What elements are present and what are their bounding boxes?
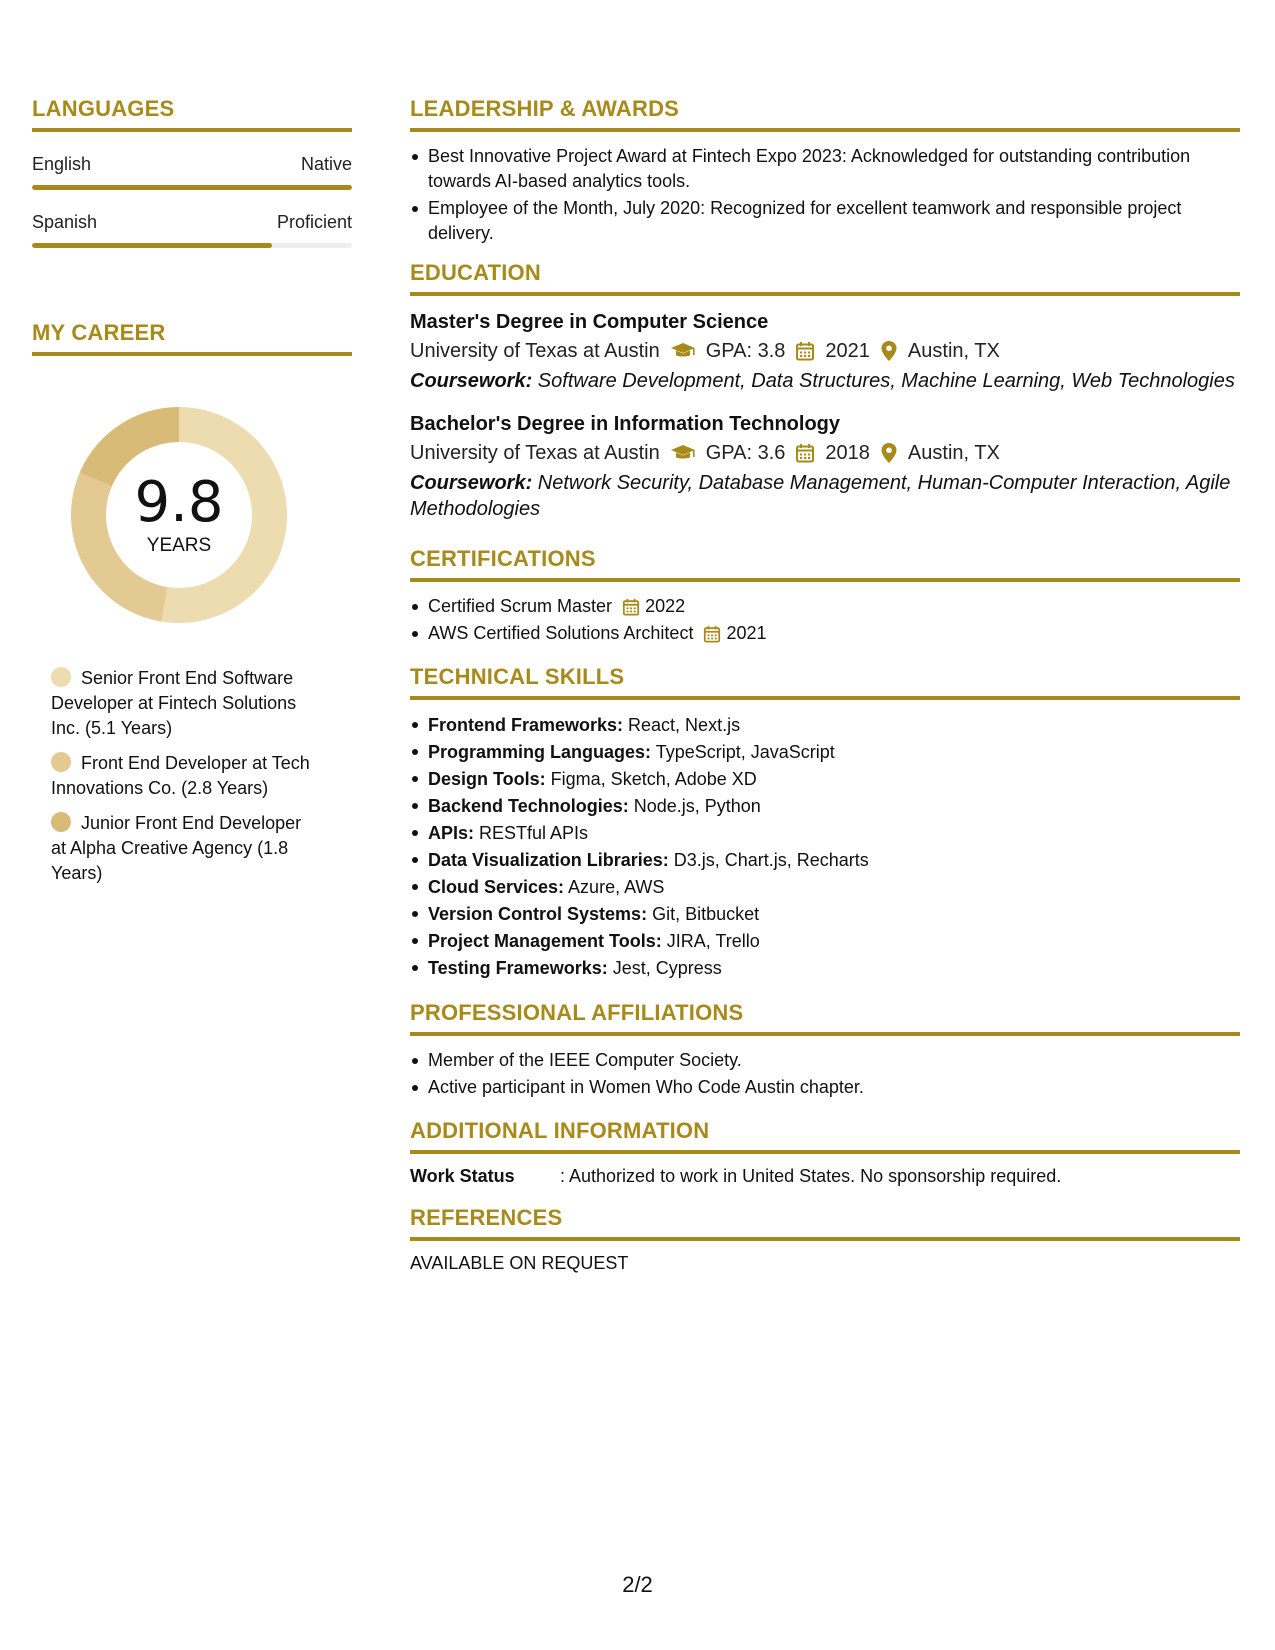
list-item: Active participant in Women Who Code Austin chapter. xyxy=(410,1075,1240,1100)
certification-name: Certified Scrum Master xyxy=(428,596,613,616)
languages-title: LANGUAGES xyxy=(32,96,352,132)
skill-value: Jest, Cypress xyxy=(607,958,722,978)
language-bar xyxy=(32,185,352,190)
graduation-year: 2018 xyxy=(825,442,870,464)
skill-label: Design Tools: xyxy=(428,769,546,789)
list-item xyxy=(410,766,1240,793)
list-item xyxy=(410,594,1240,619)
list-item xyxy=(410,874,1240,901)
skill-label: Testing Frameworks: xyxy=(428,958,608,978)
career-legend-item xyxy=(51,751,312,801)
skill-value: React, Next.js xyxy=(623,715,741,735)
school-name: University of Texas at Austin xyxy=(410,442,660,464)
certifications-section xyxy=(410,546,1240,646)
references-section xyxy=(410,1205,1240,1274)
work-status-label: Work Status xyxy=(410,1166,515,1186)
coursework-value: Software Development, Data Structures, Machine Learning, Web Technologies xyxy=(532,370,1235,392)
graduation-cap-icon xyxy=(670,341,696,361)
language-name: English xyxy=(32,154,92,174)
education-entry xyxy=(410,410,1240,522)
skill-label: Data Visualization Libraries: xyxy=(428,850,669,870)
leadership-title: LEADERSHIP & AWARDS xyxy=(410,96,1240,132)
list-item: Best Innovative Project Award at Fintech Expo 2023: Acknowledged for outstanding contribution towards AI-based analytics tools. xyxy=(410,144,1240,194)
list-item xyxy=(410,955,1240,982)
right-column xyxy=(410,96,1240,1288)
language-level: Native xyxy=(300,154,352,174)
skill-label: Programming Languages: xyxy=(428,742,652,762)
career-legend xyxy=(32,666,312,886)
career-total-unit: YEARS xyxy=(146,535,212,556)
affiliations-section xyxy=(410,1000,1240,1100)
skill-label: Version Control Systems: xyxy=(428,904,648,924)
skills-title: TECHNICAL SKILLS xyxy=(410,664,1240,700)
skill-value: Figma, Sketch, Adobe XD xyxy=(545,769,757,789)
calendar-icon xyxy=(795,341,815,361)
education-section xyxy=(410,260,1240,522)
references-text: AVAILABLE ON REQUEST xyxy=(410,1253,629,1273)
leadership-section xyxy=(410,96,1240,246)
legend-dot xyxy=(51,752,71,772)
education-entry xyxy=(410,308,1240,394)
coursework-label: Coursework: xyxy=(410,370,533,392)
coursework-value: Network Security, Database Management, Human-Computer Interaction, Agile Methodologies xyxy=(410,472,1231,520)
language-bar-fill xyxy=(32,243,272,248)
language-bar xyxy=(32,243,352,248)
references-title: REFERENCES xyxy=(410,1205,1240,1241)
location: Austin, TX xyxy=(907,340,1000,362)
skill-label: Project Management Tools: xyxy=(428,931,662,951)
calendar-icon xyxy=(795,443,815,463)
school-name: University of Texas at Austin xyxy=(410,340,660,362)
affiliations-title: PROFESSIONAL AFFILIATIONS xyxy=(410,1000,1240,1036)
list-item xyxy=(410,901,1240,928)
education-title: EDUCATION xyxy=(410,260,1240,296)
career-legend-item xyxy=(51,666,312,741)
list-item xyxy=(410,847,1240,874)
language-item xyxy=(32,212,352,248)
certification-year: 2022 xyxy=(645,596,686,616)
skill-value: D3.js, Chart.js, Recharts xyxy=(668,850,869,870)
career-entry-label: Front End Developer at Tech Innovations Co. (2.8 Years) xyxy=(51,753,310,798)
list-item xyxy=(410,793,1240,820)
language-name: Spanish xyxy=(32,212,98,232)
career-title: MY CAREER xyxy=(32,320,352,356)
career-donut-chart xyxy=(64,400,294,630)
career-total-value: 9.8 xyxy=(134,470,224,535)
degree-title: Bachelor's Degree in Information Technology xyxy=(410,413,841,435)
certification-year: 2021 xyxy=(726,623,767,643)
gpa: GPA: 3.6 xyxy=(705,442,786,464)
skill-label: Cloud Services: xyxy=(428,877,565,897)
career-entry-label: Senior Front End Software Developer at Fintech Solutions Inc. (5.1 Years) xyxy=(51,668,297,738)
skill-label: Frontend Frameworks: xyxy=(428,715,624,735)
calendar-icon xyxy=(703,625,721,643)
skill-value: Git, Bitbucket xyxy=(647,904,760,924)
skill-value: Azure, AWS xyxy=(564,877,665,897)
list-item xyxy=(410,739,1240,766)
location: Austin, TX xyxy=(907,442,1000,464)
graduation-cap-icon xyxy=(670,443,696,463)
list-item xyxy=(410,820,1240,847)
work-status-value: : Authorized to work in United States. No sponsorship required. xyxy=(560,1166,1062,1186)
list-item xyxy=(410,621,1240,646)
left-column xyxy=(32,96,352,896)
degree-title: Master's Degree in Computer Science xyxy=(410,311,769,333)
list-item xyxy=(410,712,1240,739)
location-pin-icon xyxy=(880,442,898,464)
additional-title: ADDITIONAL INFORMATION xyxy=(410,1118,1240,1154)
gpa: GPA: 3.8 xyxy=(705,340,786,362)
legend-dot xyxy=(51,667,71,687)
language-level: Proficient xyxy=(276,212,352,232)
page-number: 2/2 xyxy=(622,1572,653,1597)
language-item xyxy=(32,154,352,190)
calendar-icon xyxy=(622,598,640,616)
additional-section xyxy=(410,1118,1240,1187)
career-entry-label: Junior Front End Developer at Alpha Creative Agency (1.8 Years) xyxy=(51,813,302,883)
language-bar-fill xyxy=(32,185,352,190)
graduation-year: 2021 xyxy=(825,340,870,362)
list-item: Member of the IEEE Computer Society. xyxy=(410,1048,1240,1073)
legend-dot xyxy=(51,812,71,832)
skill-value: TypeScript, JavaScript xyxy=(651,742,835,762)
coursework xyxy=(410,368,1240,394)
location-pin-icon xyxy=(880,340,898,362)
skill-value: JIRA, Trello xyxy=(661,931,760,951)
skill-label: APIs: xyxy=(428,823,475,843)
skill-value: Node.js, Python xyxy=(628,796,761,816)
list-item: Employee of the Month, July 2020: Recognized for excellent teamwork and responsible project delivery. xyxy=(410,196,1240,246)
coursework xyxy=(410,470,1240,522)
certification-name: AWS Certified Solutions Architect xyxy=(428,623,694,643)
skills-section xyxy=(410,664,1240,982)
coursework-label: Coursework: xyxy=(410,472,533,494)
career-legend-item xyxy=(51,811,312,886)
skill-label: Backend Technologies: xyxy=(428,796,629,816)
list-item xyxy=(410,928,1240,955)
certifications-title: CERTIFICATIONS xyxy=(410,546,1240,582)
skill-value: RESTful APIs xyxy=(474,823,589,843)
